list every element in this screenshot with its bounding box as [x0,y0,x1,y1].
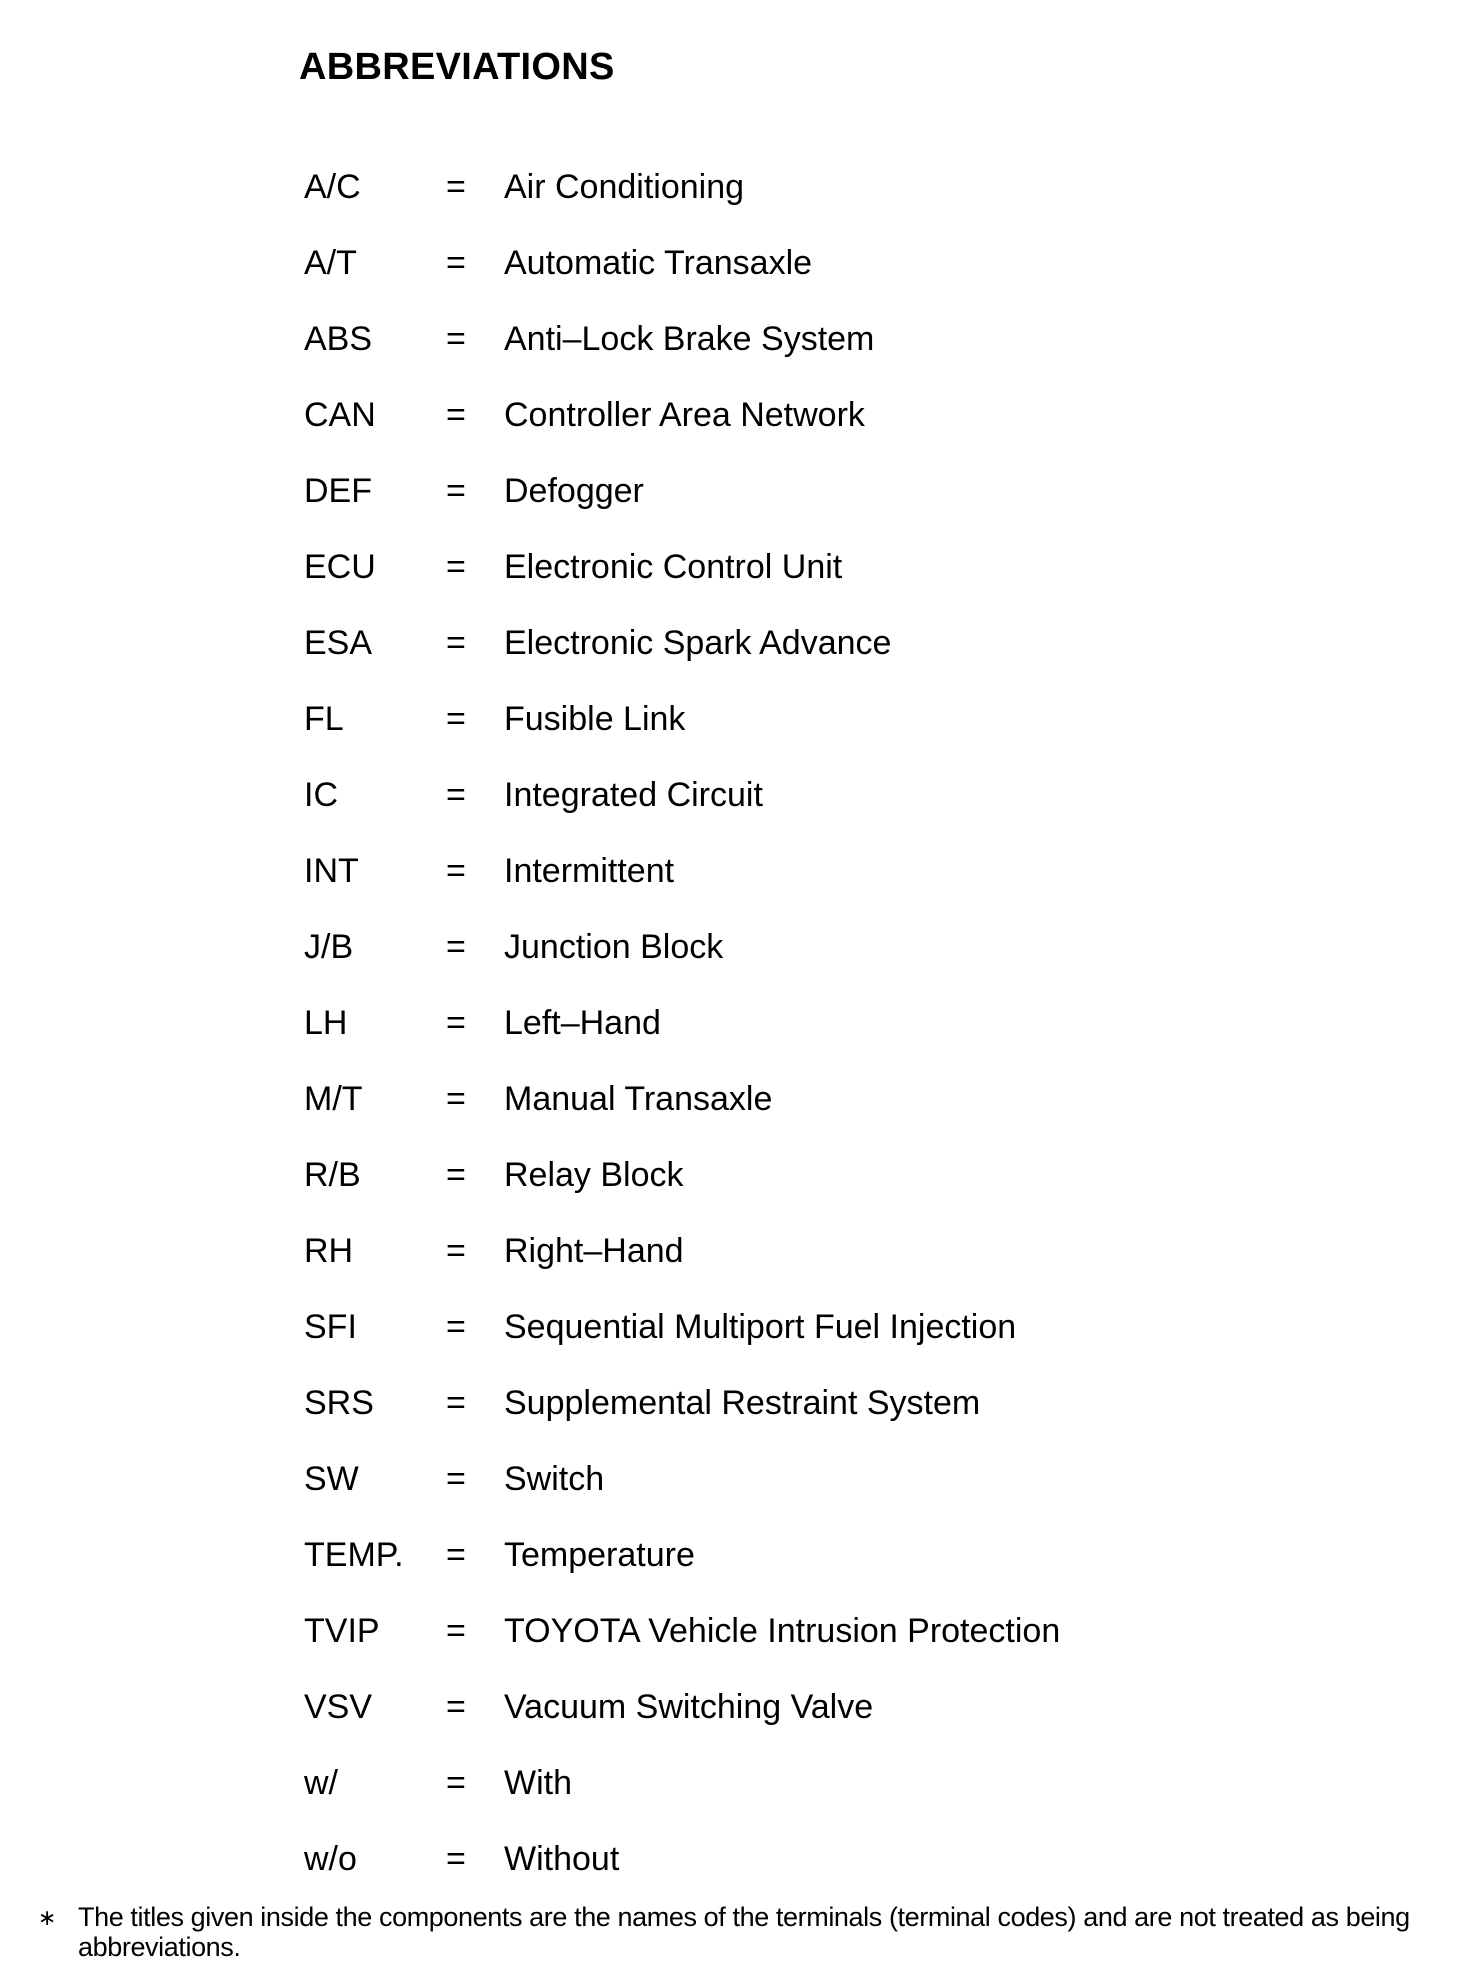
equals-sign: = [446,700,466,738]
abbreviation-meaning: Junction Block [504,928,724,966]
equals-sign: = [446,548,466,586]
abbreviation-row [304,1003,1060,1079]
abbreviation-meaning: Vacuum Switching Valve [504,1688,874,1726]
abbreviation-meaning: Sequential Multiport Fuel Injection [504,1308,1017,1346]
abbreviation-term: A/T [304,244,357,282]
equals-sign: = [446,1612,466,1650]
abbreviation-term: RH [304,1232,354,1270]
equals-sign: = [446,1460,466,1498]
abbreviation-term: ESA [304,624,373,662]
abbreviation-row [304,319,1060,395]
abbreviation-row [304,243,1060,319]
abbreviation-term: SFI [304,1308,357,1346]
abbreviation-row [304,1079,1060,1155]
abbreviation-meaning: Electronic Spark Advance [504,624,892,662]
equals-sign: = [446,776,466,814]
abbreviation-meaning: Fusible Link [504,700,686,738]
equals-sign: = [446,472,466,510]
abbreviation-row [304,167,1060,243]
abbreviation-term: SW [304,1460,359,1498]
abbreviation-list [304,167,1060,1915]
abbreviation-term: INT [304,852,359,890]
abbreviation-term: R/B [304,1156,361,1194]
abbreviation-row [304,1307,1060,1383]
abbreviation-term: w/ [304,1764,338,1802]
equals-sign: = [446,1688,466,1726]
abbreviation-term: IC [304,776,338,814]
abbreviation-row [304,1231,1060,1307]
abbreviation-row [304,471,1060,547]
asterisk-icon: ∗ [38,1905,57,1930]
abbreviation-term: VSV [304,1688,373,1726]
equals-sign: = [446,852,466,890]
equals-sign: = [446,1384,466,1422]
abbreviation-meaning: Integrated Circuit [504,776,763,814]
equals-sign: = [446,1840,466,1878]
abbreviation-row [304,1459,1060,1535]
abbreviation-meaning: Supplemental Restraint System [504,1384,981,1422]
abbreviation-term: LH [304,1004,348,1042]
abbreviation-meaning: Switch [504,1460,605,1498]
abbreviation-row [304,1155,1060,1231]
abbreviation-meaning: Intermittent [504,852,675,890]
abbreviation-row [304,699,1060,775]
equals-sign: = [446,1308,466,1346]
abbreviation-term: ECU [304,548,376,586]
equals-sign: = [446,320,466,358]
abbreviation-meaning: Anti–Lock Brake System [504,320,875,358]
abbreviation-meaning: Relay Block [504,1156,684,1194]
abbreviation-row [304,1763,1060,1839]
abbreviation-row [304,623,1060,699]
equals-sign: = [446,1004,466,1042]
abbreviation-term: FL [304,700,344,738]
abbreviation-term: TVIP [304,1612,380,1650]
equals-sign: = [446,1764,466,1802]
abbreviation-row [304,1687,1060,1763]
abbreviation-meaning: Without [504,1840,620,1878]
equals-sign: = [446,928,466,966]
abbreviation-meaning: Left–Hand [504,1004,661,1042]
abbreviation-row [304,395,1060,471]
abbreviation-meaning: With [504,1764,572,1802]
abbreviation-meaning: Air Conditioning [504,168,745,206]
abbreviation-term: M/T [304,1080,363,1118]
abbreviation-term: DEF [304,472,372,510]
abbreviation-row [304,927,1060,1003]
abbreviation-meaning: Controller Area Network [504,396,865,434]
equals-sign: = [446,168,466,206]
equals-sign: = [446,1080,466,1118]
footnote [38,1902,1458,1962]
abbreviation-row [304,547,1060,623]
equals-sign: = [446,1232,466,1270]
abbreviation-row [304,1611,1060,1687]
footnote-text: The titles given inside the components are the names of the terminals (terminal codes) and are not treated as being abbreviations. [78,1902,1410,1962]
page-title: ABBREVIATIONS [299,46,615,88]
abbreviation-row [304,775,1060,851]
abbreviation-row [304,1383,1060,1459]
abbreviation-term: CAN [304,396,376,434]
equals-sign: = [446,1156,466,1194]
abbreviation-row [304,1535,1060,1611]
equals-sign: = [446,244,466,282]
equals-sign: = [446,396,466,434]
abbreviation-meaning: Electronic Control Unit [504,548,843,586]
abbreviation-row [304,851,1060,927]
abbreviation-term: SRS [304,1384,374,1422]
abbreviation-term: A/C [304,168,361,206]
abbreviation-meaning: Manual Transaxle [504,1080,773,1118]
equals-sign: = [446,624,466,662]
abbreviation-term: J/B [304,928,354,966]
abbreviation-meaning: Right–Hand [504,1232,684,1270]
abbreviation-term: ABS [304,320,373,358]
equals-sign: = [446,1536,466,1574]
abbreviation-term: w/o [304,1840,357,1878]
abbreviation-meaning: TOYOTA Vehicle Intrusion Protection [504,1612,1061,1650]
abbreviation-meaning: Defogger [504,472,644,510]
abbreviation-term: TEMP. [304,1536,404,1574]
abbreviation-meaning: Temperature [504,1536,695,1574]
abbreviation-meaning: Automatic Transaxle [504,244,813,282]
